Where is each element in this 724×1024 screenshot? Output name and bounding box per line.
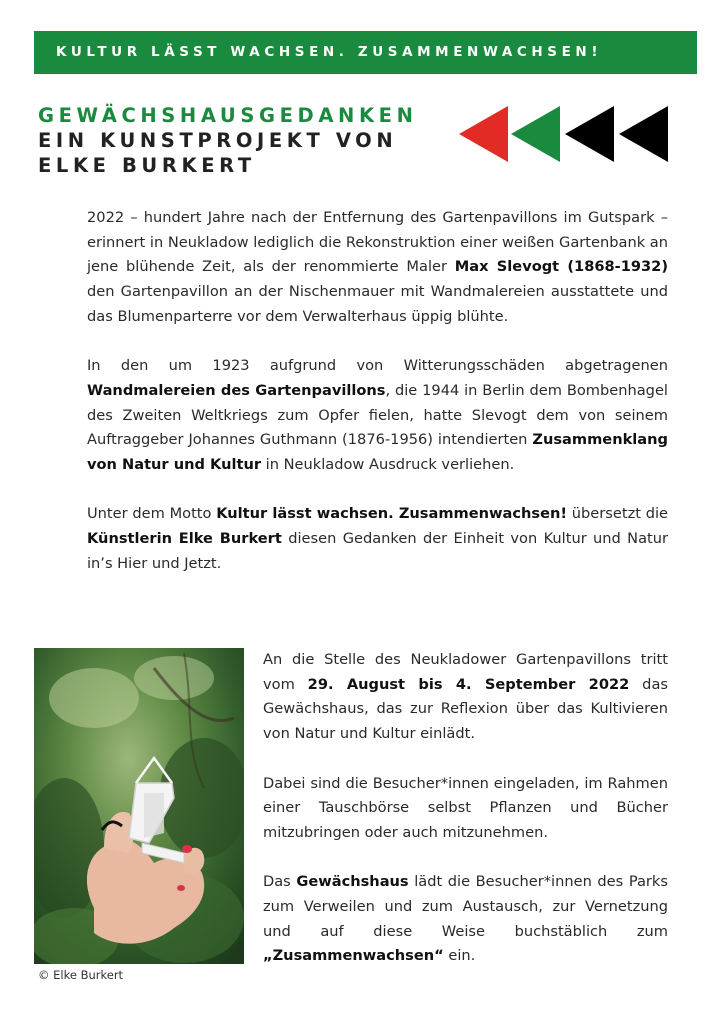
triangle-arrows-logo bbox=[457, 103, 672, 165]
title-line-3: ELKE BURKERT bbox=[38, 154, 256, 177]
photo-credit: © Elke Burkert bbox=[38, 968, 124, 982]
red-triangle bbox=[459, 106, 508, 162]
paragraph-2: In den um 1923 aufgrund von Witterungsschäden abgetragenen Wandmalereien des Gartenpavillons, die 1944 in Berlin dem Bombenhagel des Zweiten Weltkriegs zum Opfer fielen, hatte Slevogt dem von seinem Auftraggeber Johannes Guthmann (1876-1956) intendierten Zusammenklang von Natur und Kultur in Neukladow Ausdruck verliehen. bbox=[87, 357, 668, 474]
event-text bbox=[263, 648, 668, 969]
bold-emphasis: Gewächshaus bbox=[296, 873, 409, 891]
paragraph-5: Dabei sind die Besucher*innen eingeladen, im Rahmen einer Tauschbörse selbst Pflanzen und Bücher mitzubringen oder auch mitzunehmen. bbox=[263, 774, 668, 841]
title-line-2: EIN KUNSTPROJEKT VON bbox=[38, 129, 398, 152]
bold-emphasis: 29. August bis 4. September 2022 bbox=[307, 675, 630, 693]
bold-emphasis: „Zusammenwachsen“ bbox=[263, 947, 444, 965]
intro-text bbox=[87, 206, 668, 577]
bold-emphasis: Max Slevogt (1868-1932) bbox=[454, 258, 669, 276]
artwork-photo bbox=[34, 648, 244, 964]
title-line-1: GEWÄCHSHAUSGEDANKEN bbox=[38, 104, 418, 127]
paragraph-1: 2022 – hundert Jahre nach der Entfernung des Gartenpavillons im Gutspark – erinnert in Neukladow lediglich die Rekonstruktion einer weißen Gartenbank an jene blühende Zeit, als der renommierte Maler Max Slevogt (1868-1932) den Gartenpavillon an der Nischenmauer mit Wandmalereien ausstattete und das Blumenparterre vor dem Verwalterhaus üppig blühte. bbox=[87, 209, 669, 325]
page-title bbox=[38, 103, 418, 178]
bold-emphasis: Zusammenklang von Natur und Kultur bbox=[87, 431, 668, 474]
hand-holding-greenhouse-model-image bbox=[34, 648, 244, 964]
black-triangle-2 bbox=[619, 106, 668, 162]
paragraph-3: Unter dem Motto Kultur lässt wachsen. Zusammenwachsen! übersetzt die Künstlerin Elke Burkert diesen Gedanken der Einheit von Kultur und Natur in’s Hier und Jetzt. bbox=[87, 505, 668, 572]
paragraph-4: An die Stelle des Neukladower Gartenpavillons tritt vom 29. August bis 4. September 2022 das Gewächshaus, das zur Reflexion über das Kultivieren von Natur und Kultur einlädt. bbox=[263, 651, 668, 743]
bold-emphasis: Kultur lässt wachsen. Zusammenwachsen! bbox=[216, 505, 568, 523]
black-triangle-1 bbox=[565, 106, 614, 162]
paragraph-6: Das Gewächshaus lädt die Besucher*innen des Parks zum Verweilen und zum Austausch, zur Vernetzung und auf diese Weise buchstäblich zum „Zusammenwachsen“ ein. bbox=[263, 873, 668, 965]
motto-banner: KULTUR LÄSST WACHSEN. ZUSAMMENWACHSEN! bbox=[34, 31, 697, 74]
bold-emphasis: Wandmalereien des Gartenpavillons bbox=[87, 381, 386, 399]
bold-emphasis: Künstlerin Elke Burkert bbox=[87, 530, 282, 548]
green-triangle bbox=[511, 106, 560, 162]
